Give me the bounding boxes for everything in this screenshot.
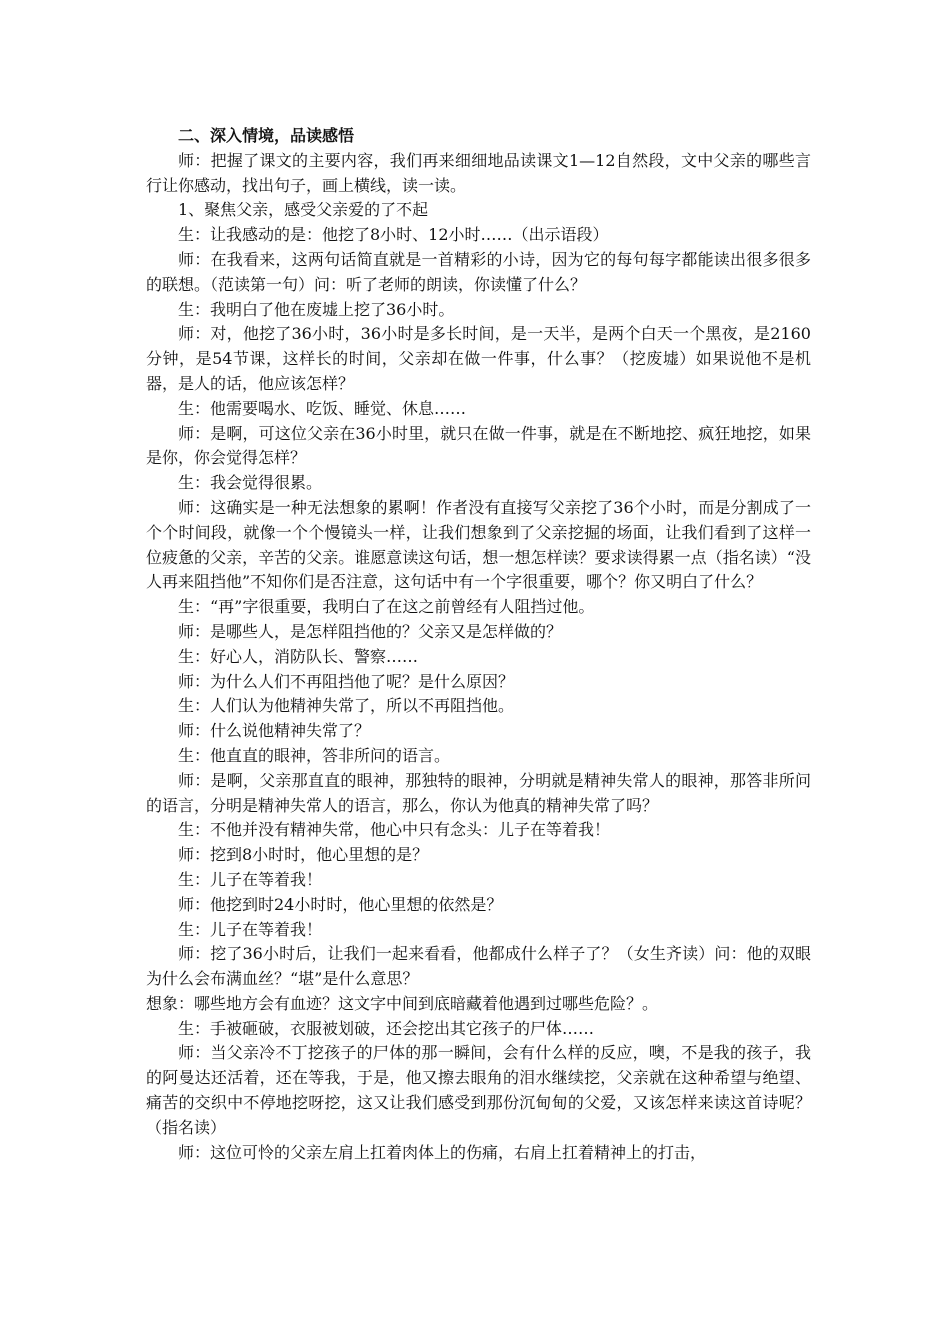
paragraph: 师：这位可怜的父亲左肩上扛着肉体上的伤痛，右肩上扛着精神上的打击， — [178, 1142, 707, 1162]
paragraph: 生：不他并没有精神失常，他心中只有念头：儿子在等着我！ — [178, 820, 611, 840]
paragraph: 生：我会觉得很累。 — [178, 473, 323, 493]
paragraph: 生：他直直的眼神，答非所问的语言。 — [178, 745, 451, 765]
paragraph: 生：人们认为他精神失常了，所以不再阻挡他。 — [178, 696, 515, 716]
paragraph: 生：手被砸破，衣服被划破，还会挖出其它孩子的尸体…… — [178, 1018, 595, 1038]
paragraph: 生：我明白了他在废墟上挖了36小时。 — [178, 299, 455, 319]
paragraph: 师：在我看来，这两句话简直就是一首精彩的小诗，因为它的每句每字都能读出很多很多的联想。（范读第一句）问：听了老师的朗读，你读懂了什么？ — [146, 249, 811, 294]
paragraph: 师：这确实是一种无法想象的累啊！作者没有直接写父亲挖了36个小时，而是分割成了一个个时间段，就像一个个慢镜头一样，让我们想象到了父亲挖掘的场面，让我们看到了这样一位疲惫的父亲，辛苦的父亲。谁愿意读这句话，想一想怎样读？要求读得累一点（指名读）“没人再来阻挡他”不知你们是否注意，这句话中有一个字很重要，哪个？你又明白了什么？ — [146, 497, 811, 592]
paragraph: 师：为什么人们不再阻挡他了呢？是什么原因？ — [178, 671, 515, 691]
section-heading: 二、深入情境，品读感悟 — [178, 126, 355, 145]
paragraph: 生：“再”字很重要，我明白了在这之前曾经有人阻挡过他。 — [178, 597, 595, 617]
paragraph: 师：对，他挖了36小时，36小时是多长时间，是一天半，是两个白天一个黑夜，是2160分钟，是54节课，这样长的时间，父亲却在做一件事，什么事？（挖废墟）如果说他不是机器，是人的话，他应该怎样？ — [146, 324, 811, 393]
paragraph: 师：挖了36小时后，让我们一起来看看，他都成什么样子了？（女生齐读）问：他的双眼为什么会布满血丝？“堪”是什么意思？ — [146, 944, 811, 989]
paragraph: 师：他挖到时24小时时，他心里想的依然是？ — [178, 894, 503, 914]
paragraph: 想象：哪些地方会有血迹？这文字中间到底暗藏着他遇到过哪些危险？。 — [146, 993, 659, 1013]
paragraph: 生：让我感动的是：他挖了8小时、12小时……（出示语段） — [178, 225, 609, 245]
subsection-heading: 1、聚焦父亲，感受父亲爱的了不起 — [178, 200, 429, 220]
paragraph: 师：是哪些人，是怎样阻挡他的？父亲又是怎样做的？ — [178, 621, 563, 641]
paragraph: 生：儿子在等着我！ — [178, 919, 323, 939]
paragraph: 师：什么说他精神失常了？ — [178, 721, 371, 741]
paragraph: 师：把握了课文的主要内容，我们再来细细地品读课文1—12自然段，文中父亲的哪些言行让你感动，找出句子，画上横线，读一读。 — [146, 150, 811, 195]
paragraph: 生：他需要喝水、吃饭、睡觉、休息…… — [178, 398, 467, 418]
document-body — [146, 124, 811, 1165]
paragraph: 师：挖到8小时时，他心里想的是？ — [178, 845, 429, 865]
paragraph: 师：是啊，父亲那直直的眼神，那独特的眼神，分明就是精神失常人的眼神，那答非所问的语言，分明是精神失常人的语言，那么，你认为他真的精神失常了吗？ — [146, 770, 811, 815]
paragraph: 师：是啊，可这位父亲在36小时里，就只在做一件事，就是在不断地挖、疯狂地挖，如果是你，你会觉得怎样？ — [146, 423, 811, 468]
paragraph: 生：儿子在等着我！ — [178, 869, 323, 889]
paragraph: 师：当父亲冷不丁挖孩子的尸体的那一瞬间，会有什么样的反应，噢，不是我的孩子，我的阿曼达还活着，还在等我，于是，他又擦去眼角的泪水继续挖，父亲就在这种希望与绝望、痛苦的交织中不停地挖呀挖，这又让我们感受到那份沉甸甸的父爱，又该怎样来读这首诗呢？（指名读） — [146, 1043, 811, 1137]
paragraph: 生：好心人，消防队长、警察…… — [178, 646, 419, 666]
